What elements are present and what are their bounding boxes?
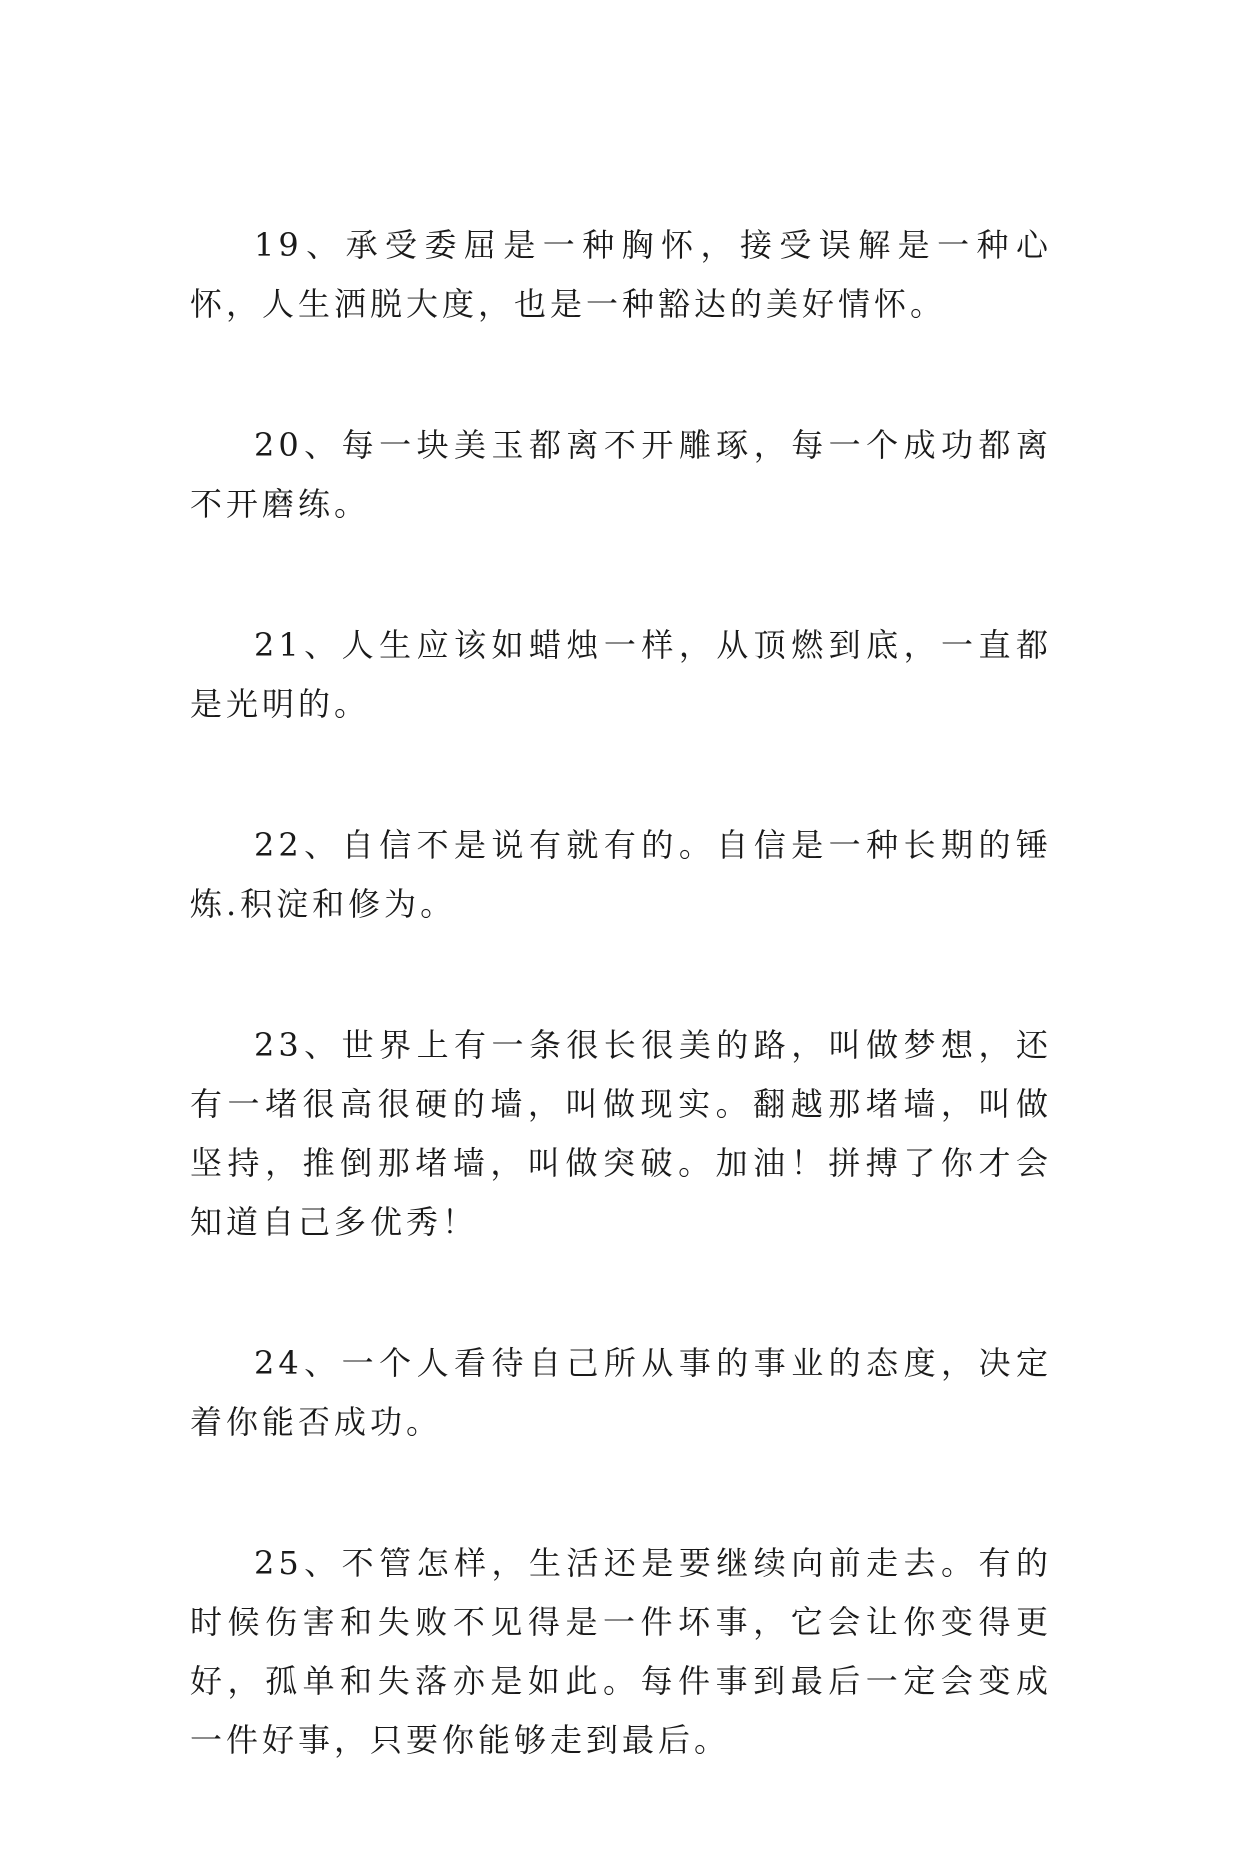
paragraph-24: 24、一个人看待自己所从事的事业的态度，决定着你能否成功。: [190, 1344, 1052, 1441]
document-body: [190, 216, 1052, 1852]
paragraph-19: 19、承受委屈是一种胸怀，接受误解是一种心怀，人生洒脱大度，也是一种豁达的美好情怀。: [190, 226, 1052, 323]
paragraph-23: 23、世界上有一条很长很美的路，叫做梦想，还有一堵很高很硬的墙，叫做现实。翻越那堵墙，叫做坚持，推倒那堵墙，叫做突破。加油！拼搏了你才会知道自己多优秀！: [190, 1026, 1052, 1241]
paragraph-20: 20、每一块美玉都离不开雕琢，每一个成功都离不开磨练。: [190, 426, 1052, 523]
paragraph-25: 25、不管怎样，生活还是要继续向前走去。有的时候伤害和失败不见得是一件坏事，它会让你变得更好，孤单和失落亦是如此。每件事到最后一定会变成一件好事，只要你能够走到最后。: [190, 1544, 1052, 1759]
paragraph-21: 21、人生应该如蜡烛一样，从顶燃到底，一直都是光明的。: [190, 626, 1052, 723]
paragraph-22: 22、自信不是说有就有的。自信是一种长期的锤炼.积淀和修为。: [190, 826, 1052, 923]
